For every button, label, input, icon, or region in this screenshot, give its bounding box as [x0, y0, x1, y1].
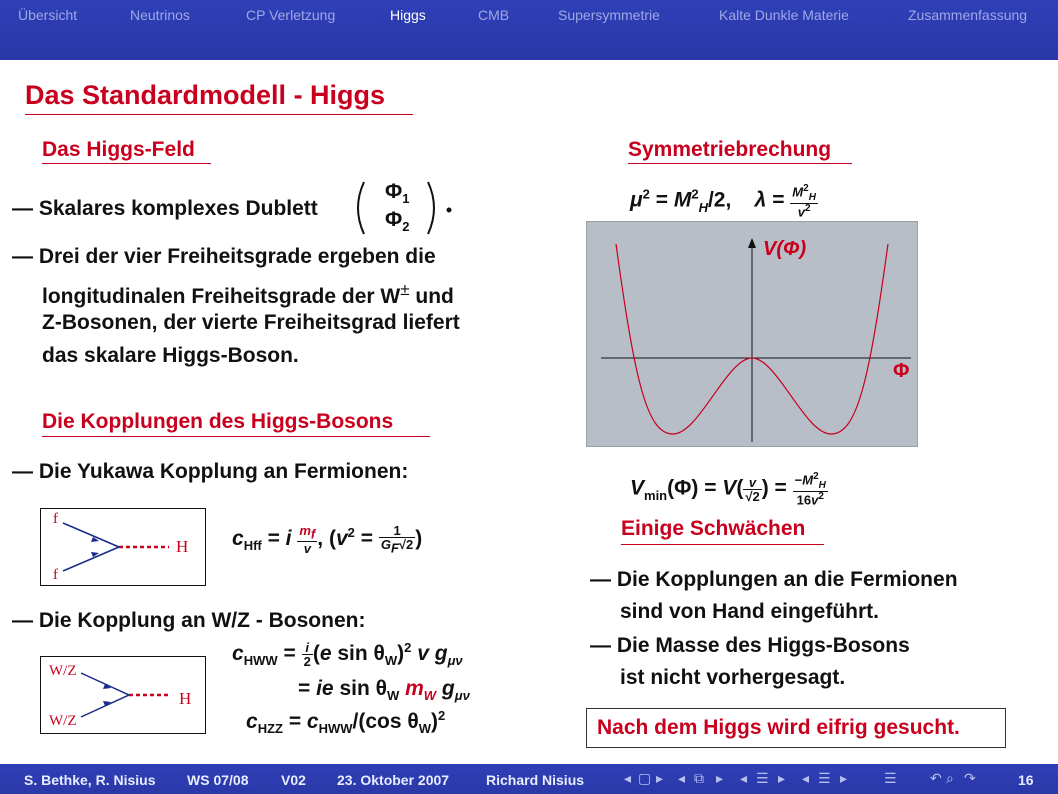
- formula-mu-lambda: $\mu^2 = M^2_H/2$, λ = $\frac{M^2_H}{v^2}$: [630, 183, 816, 220]
- nav-frame-icon[interactable]: ▢: [638, 770, 652, 786]
- footer-date: 23. Oktober 2007: [337, 772, 450, 788]
- nav-next-section-icon[interactable]: ▸: [778, 770, 786, 786]
- bullet-wz-kopplung: — Die Kopplung an W/Z - Bosonen:: [12, 609, 366, 632]
- bullet-skalares-dublett: — Skalares komplexes Dublett: [12, 197, 318, 220]
- doublet-vector: [350, 178, 460, 238]
- nav-item-kalte-dunkle-materie[interactable]: Kalte Dunkle Materie: [719, 7, 849, 23]
- line2-und: und: [415, 285, 454, 308]
- nav-next-subsection-icon[interactable]: ▸: [840, 770, 848, 786]
- feyn-h: H: [179, 689, 192, 708]
- doublet-subscript: 2: [402, 219, 410, 235]
- formula-c-hzz: $c_{HZZ} = c_{HWW}/(\cos$ $\theta_W)^2$: [246, 708, 446, 737]
- feynman-diagram-wz: [40, 656, 206, 734]
- nav-item-cp-verletzung[interactable]: CP Verletzung: [246, 7, 336, 23]
- nav-prev-subsection-icon[interactable]: ◂: [802, 770, 810, 786]
- nav-prev-frame-icon[interactable]: ◂: [624, 770, 632, 786]
- nav-next-frame-icon[interactable]: ▸: [656, 770, 664, 786]
- nav-prev-section-icon[interactable]: ◂: [740, 770, 748, 786]
- feyn-wz-bottom: W/Z: [49, 713, 77, 729]
- weak-point2-line1: — Die Masse des Higgs-Bosons: [590, 634, 910, 657]
- nav-forward-icon[interactable]: ↷: [964, 770, 976, 786]
- nav-next-slide-icon[interactable]: ▸: [716, 770, 724, 786]
- heading-underline: [42, 163, 211, 164]
- heading-higgs-feld: Das Higgs-Feld: [42, 138, 195, 161]
- weak-point1-line2: sind von Hand eingeführt.: [620, 600, 880, 623]
- doublet-phi1: $\Phi_1$: [385, 180, 410, 207]
- footer-speaker: Richard Nisius: [486, 772, 585, 788]
- heading-kopplungen: Die Kopplungen des Higgs-Bosons: [42, 410, 394, 433]
- higgs-potential-plot: [586, 221, 918, 447]
- conclusion-box: [586, 708, 1006, 748]
- nav-slide-icon[interactable]: ⧉: [694, 770, 704, 786]
- potential-curve: [587, 222, 919, 448]
- footer-bar: [0, 764, 1058, 794]
- nav-item-uebersicht[interactable]: Übersicht: [18, 7, 78, 23]
- footer-authors: S. Bethke, R. Nisius: [24, 772, 156, 788]
- formula-hww-equals: = ie $\sin \theta_W$ $m_W$ $g_{\mu\nu}$: [298, 677, 470, 704]
- bullet-yukawa: — Die Yukawa Kopplung an Fermionen:: [12, 460, 409, 483]
- formula-c-hff: $c_{Hff} = i$ $\frac{m_f}{v}$ , ($v^2$ = $\frac{1}{G_F√2}$ ): [232, 523, 423, 556]
- doublet-subscript: 1: [402, 191, 410, 207]
- line2-text: longitudinalen Freiheitsgrade der W: [42, 285, 401, 308]
- nav-item-supersymmetrie[interactable]: Supersymmetrie: [558, 7, 660, 23]
- nav-search-icon[interactable]: ⌕: [946, 770, 954, 786]
- heading-underline: [628, 163, 852, 164]
- title-underline: [25, 114, 413, 115]
- plot-y-label: V(Φ): [763, 238, 807, 260]
- feynman-diagram-fermion: [40, 508, 206, 586]
- weak-point1-line1: — Die Kopplungen an die Fermionen: [590, 568, 958, 591]
- formula-c-hww: $c_{HWW}$ = $\frac{i}{2}$ (e $\sin \theta_W)^2$ v $g_{\mu\nu}$: [232, 639, 463, 669]
- bullet-freiheitsgrade-line3: Z-Bosonen, der vierte Freiheitsgrad liefert: [42, 311, 460, 334]
- w-plusminus: ±: [400, 280, 410, 299]
- heading-schwaechen: Einige Schwächen: [621, 517, 806, 540]
- footer-semester: WS 07/08: [187, 772, 249, 788]
- nav-back-icon[interactable]: ↶: [930, 770, 942, 786]
- nav-item-higgs[interactable]: Higgs: [390, 7, 426, 23]
- nav-outline-icon[interactable]: ☰: [884, 770, 897, 786]
- conclusion-text: Nach dem Higgs wird eifrig gesucht.: [597, 716, 960, 739]
- nav-item-neutrinos[interactable]: Neutrinos: [130, 7, 190, 23]
- nav-section-icon[interactable]: ☰: [756, 770, 769, 786]
- feyn-wz-top: W/Z: [49, 663, 77, 679]
- slide-title: Das Standardmodell - Higgs: [25, 80, 386, 110]
- formula-v-min: $V_{min}(\Phi) = V$( $\frac{v}{√2}$ ) = $\frac{-M^2_H}{16v^2}$: [630, 471, 826, 508]
- feyn-f-bottom: f: [53, 567, 58, 583]
- nav-item-zusammenfassung[interactable]: Zusammenfassung: [908, 7, 1028, 23]
- feyn-h: H: [176, 537, 189, 556]
- bullet-freiheitsgrade-line4: das skalare Higgs-Boson.: [42, 344, 299, 367]
- nav-prev-slide-icon[interactable]: ◂: [678, 770, 686, 786]
- weak-point2-line2: ist nicht vorhergesagt.: [620, 666, 846, 689]
- feyn-f-top: f: [53, 511, 58, 527]
- top-navigation-bar: [0, 0, 1058, 60]
- doublet-phi2: $\Phi_2$: [385, 208, 410, 235]
- footer-page-number: 16: [1018, 772, 1034, 788]
- bullet-freiheitsgrade-line1: — Drei der vier Freiheitsgrade ergeben die: [12, 245, 436, 268]
- footer-version: V02: [281, 772, 306, 788]
- nav-item-cmb[interactable]: CMB: [478, 7, 510, 23]
- heading-underline: [42, 436, 430, 437]
- plot-x-label: Φ: [893, 360, 910, 382]
- heading-underline: [621, 544, 824, 545]
- heading-symmetriebrechung: Symmetriebrechung: [628, 138, 832, 161]
- nav-subsection-icon[interactable]: ☰: [818, 770, 831, 786]
